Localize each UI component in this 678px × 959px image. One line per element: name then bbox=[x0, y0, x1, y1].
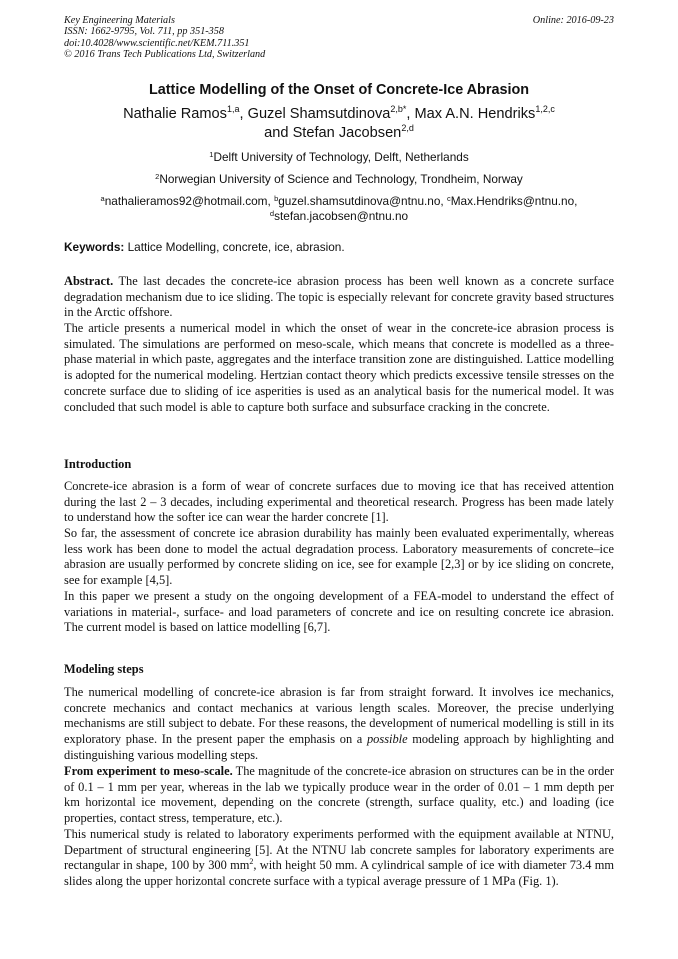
author-name: Max A.N. Hendriks bbox=[414, 106, 536, 122]
author-superscript: 1,a bbox=[226, 104, 240, 114]
paper-title: Lattice Modelling of the Onset of Concrete-Ice Abrasion bbox=[148, 82, 530, 98]
affiliation-superscript: 2 bbox=[155, 172, 160, 181]
author-name: Guzel Shamsutdinova bbox=[247, 106, 391, 122]
affiliation-text: Delft University of Technology, Delft, Netherlands bbox=[213, 150, 469, 164]
keywords bbox=[64, 240, 614, 255]
paragraph-text: modeling approach by highlighting and distinguishing various modelling steps. bbox=[64, 732, 615, 762]
email-address: Max.Hendriks@ntnu.no, bbox=[450, 194, 578, 208]
copyright-line: © 2016 Trans Tech Publications Ltd, Switzerland bbox=[64, 48, 266, 60]
paragraph-text: This numerical study is related to laboratory experiments performed with the equipment available at NTNU, Department of structural engineering [5]. At the NTNU lab concrete samples for laboratory experiments are rectangular in shape, 100 by 300 mm bbox=[64, 827, 614, 873]
email-address: guzel.shamsutdinova@ntnu.no, bbox=[278, 194, 447, 208]
email-superscript: a bbox=[100, 194, 105, 203]
online-date: Online: 2016-09-23 bbox=[532, 15, 614, 26]
affiliation-1 bbox=[40, 150, 638, 165]
paragraph-text: The last decades the concrete-ice abrasion process has been well known as a concrete surface degradation mechanism due to ice sliding. The topic is especially relevant for concrete gravity based structures in the Arctic offshore. bbox=[64, 274, 614, 320]
affiliation-superscript: 1 bbox=[209, 150, 214, 159]
journal-header bbox=[64, 15, 614, 60]
abstract-label: Abstract. bbox=[64, 274, 114, 288]
email-superscript: b bbox=[274, 194, 279, 203]
section-heading-introduction: Introduction bbox=[64, 457, 132, 471]
issn-line: ISSN: 1662-9795, Vol. 711, pp 351-358 bbox=[64, 26, 224, 38]
author-name: Stefan Jacobsen bbox=[292, 124, 402, 141]
author-conjunction: and bbox=[264, 124, 293, 141]
author-separator: , bbox=[406, 106, 415, 122]
affiliation-2 bbox=[40, 172, 638, 187]
author-superscript: 1,2,c bbox=[535, 104, 555, 114]
author-list bbox=[60, 105, 618, 142]
email-address: nathalieramos92@hotmail.com, bbox=[104, 194, 275, 208]
abstract-paragraph-2: The article presents a numerical model in which the onset of wear in the concrete-ice abrasion process is simulated. The simulations are performed on meso-scale, which means that concrete is modelled as a three-phase material in which paste, aggregates and the interface transition zone are distinguished. Lattice modelling is adopted for the numerical modeling. Hertzian contact theory which predicts excessive tensile stresses on the concrete surface due to sliding of ice asperities is used as an analytical basis for the numerical model. It was concluded that such model is able to capture both surface and subsurface cracking in the concrete. bbox=[64, 321, 614, 414]
email-list bbox=[40, 194, 638, 224]
author-name: Nathalie Ramos bbox=[123, 106, 227, 122]
abstract-paragraph-1 bbox=[64, 274, 614, 321]
email-address: stefan.jacobsen@ntnu.no bbox=[274, 209, 409, 223]
modeling-paragraph-2 bbox=[64, 764, 614, 827]
paragraph-text: The magnitude of the concrete-ice abrasion on structures can be in the order of 0.1 – 1 mm per year, whereas in the lab we typically produce wear in the order of 0.01 – 1 mm depth per km horizontal ice movement, depending on the concrete (strength, surface quality, etc.) and loading (ice properties, contact stress, temperature, etc.). bbox=[64, 764, 614, 826]
paragraph-lead-label: From experiment to meso-scale. bbox=[64, 764, 233, 778]
emphasis-text: possible bbox=[366, 732, 408, 747]
paragraph-text: The numerical modelling of concrete-ice abrasion is far from straight forward. It involves ice mechanics, concrete mechanics and contact mechanics at various length scales. Moreover, the precise underlying mechanisms are still subject to debate. For these reasons, the development of numerical modelling is still in its exploratory phase. In the present paper the emphasis on a bbox=[64, 685, 614, 747]
email-superscript: c bbox=[446, 194, 451, 203]
section-heading-modeling: Modeling steps bbox=[64, 662, 144, 676]
modeling-paragraph-1 bbox=[64, 685, 614, 764]
email-superscript: d bbox=[269, 209, 275, 218]
modeling-paragraph-3 bbox=[64, 827, 614, 890]
intro-paragraph-1: Concrete-ice abrasion is a form of wear of concrete surfaces due to moving ice that has received attention during the last 2 – 3 decades, including experimental and theoretical research. Progress has been made lately to understand how the softer ice can wear the harder concrete [1]. bbox=[64, 479, 614, 525]
keywords-label: Keywords: bbox=[64, 240, 125, 254]
author-superscript: 2,d bbox=[401, 122, 414, 133]
journal-name: Key Engineering Materials bbox=[64, 15, 175, 26]
author-separator: , bbox=[239, 106, 248, 122]
unit-superscript: 2 bbox=[249, 857, 254, 867]
paragraph-text: , with height 50 mm. A cylindrical sample of ice with diameter 73.4 mm slides along the upper horizontal concrete surface with a typical average pressure of 1 MPa (Fig. 1). bbox=[64, 858, 615, 889]
keywords-text: Lattice Modelling, concrete, ice, abrasion. bbox=[124, 240, 345, 254]
doi-line: doi:10.4028/www.scientific.net/KEM.711.351 bbox=[64, 37, 250, 49]
author-superscript: 2,b* bbox=[390, 104, 407, 114]
intro-paragraph-3: In this paper we present a study on the ongoing development of a FEA-model to understand the effect of variations in material-, surface- and load parameters of concrete and ice on resulting concrete ice abrasion. The current model is based on lattice modelling [6,7]. bbox=[64, 589, 614, 635]
affiliation-text: Norwegian University of Science and Technology, Trondheim, Norway bbox=[159, 172, 523, 186]
intro-paragraph-2: So far, the assessment of concrete ice abrasion durability has mainly been evaluated experimentally, whereas less work has been done to model the actual degradation process. Laboratory measurements of concrete–ice abrasion are usually performed by concrete sliding on ice, see for example [2,3] or by ice sliding on concrete, see for example [4,5]. bbox=[64, 526, 614, 588]
